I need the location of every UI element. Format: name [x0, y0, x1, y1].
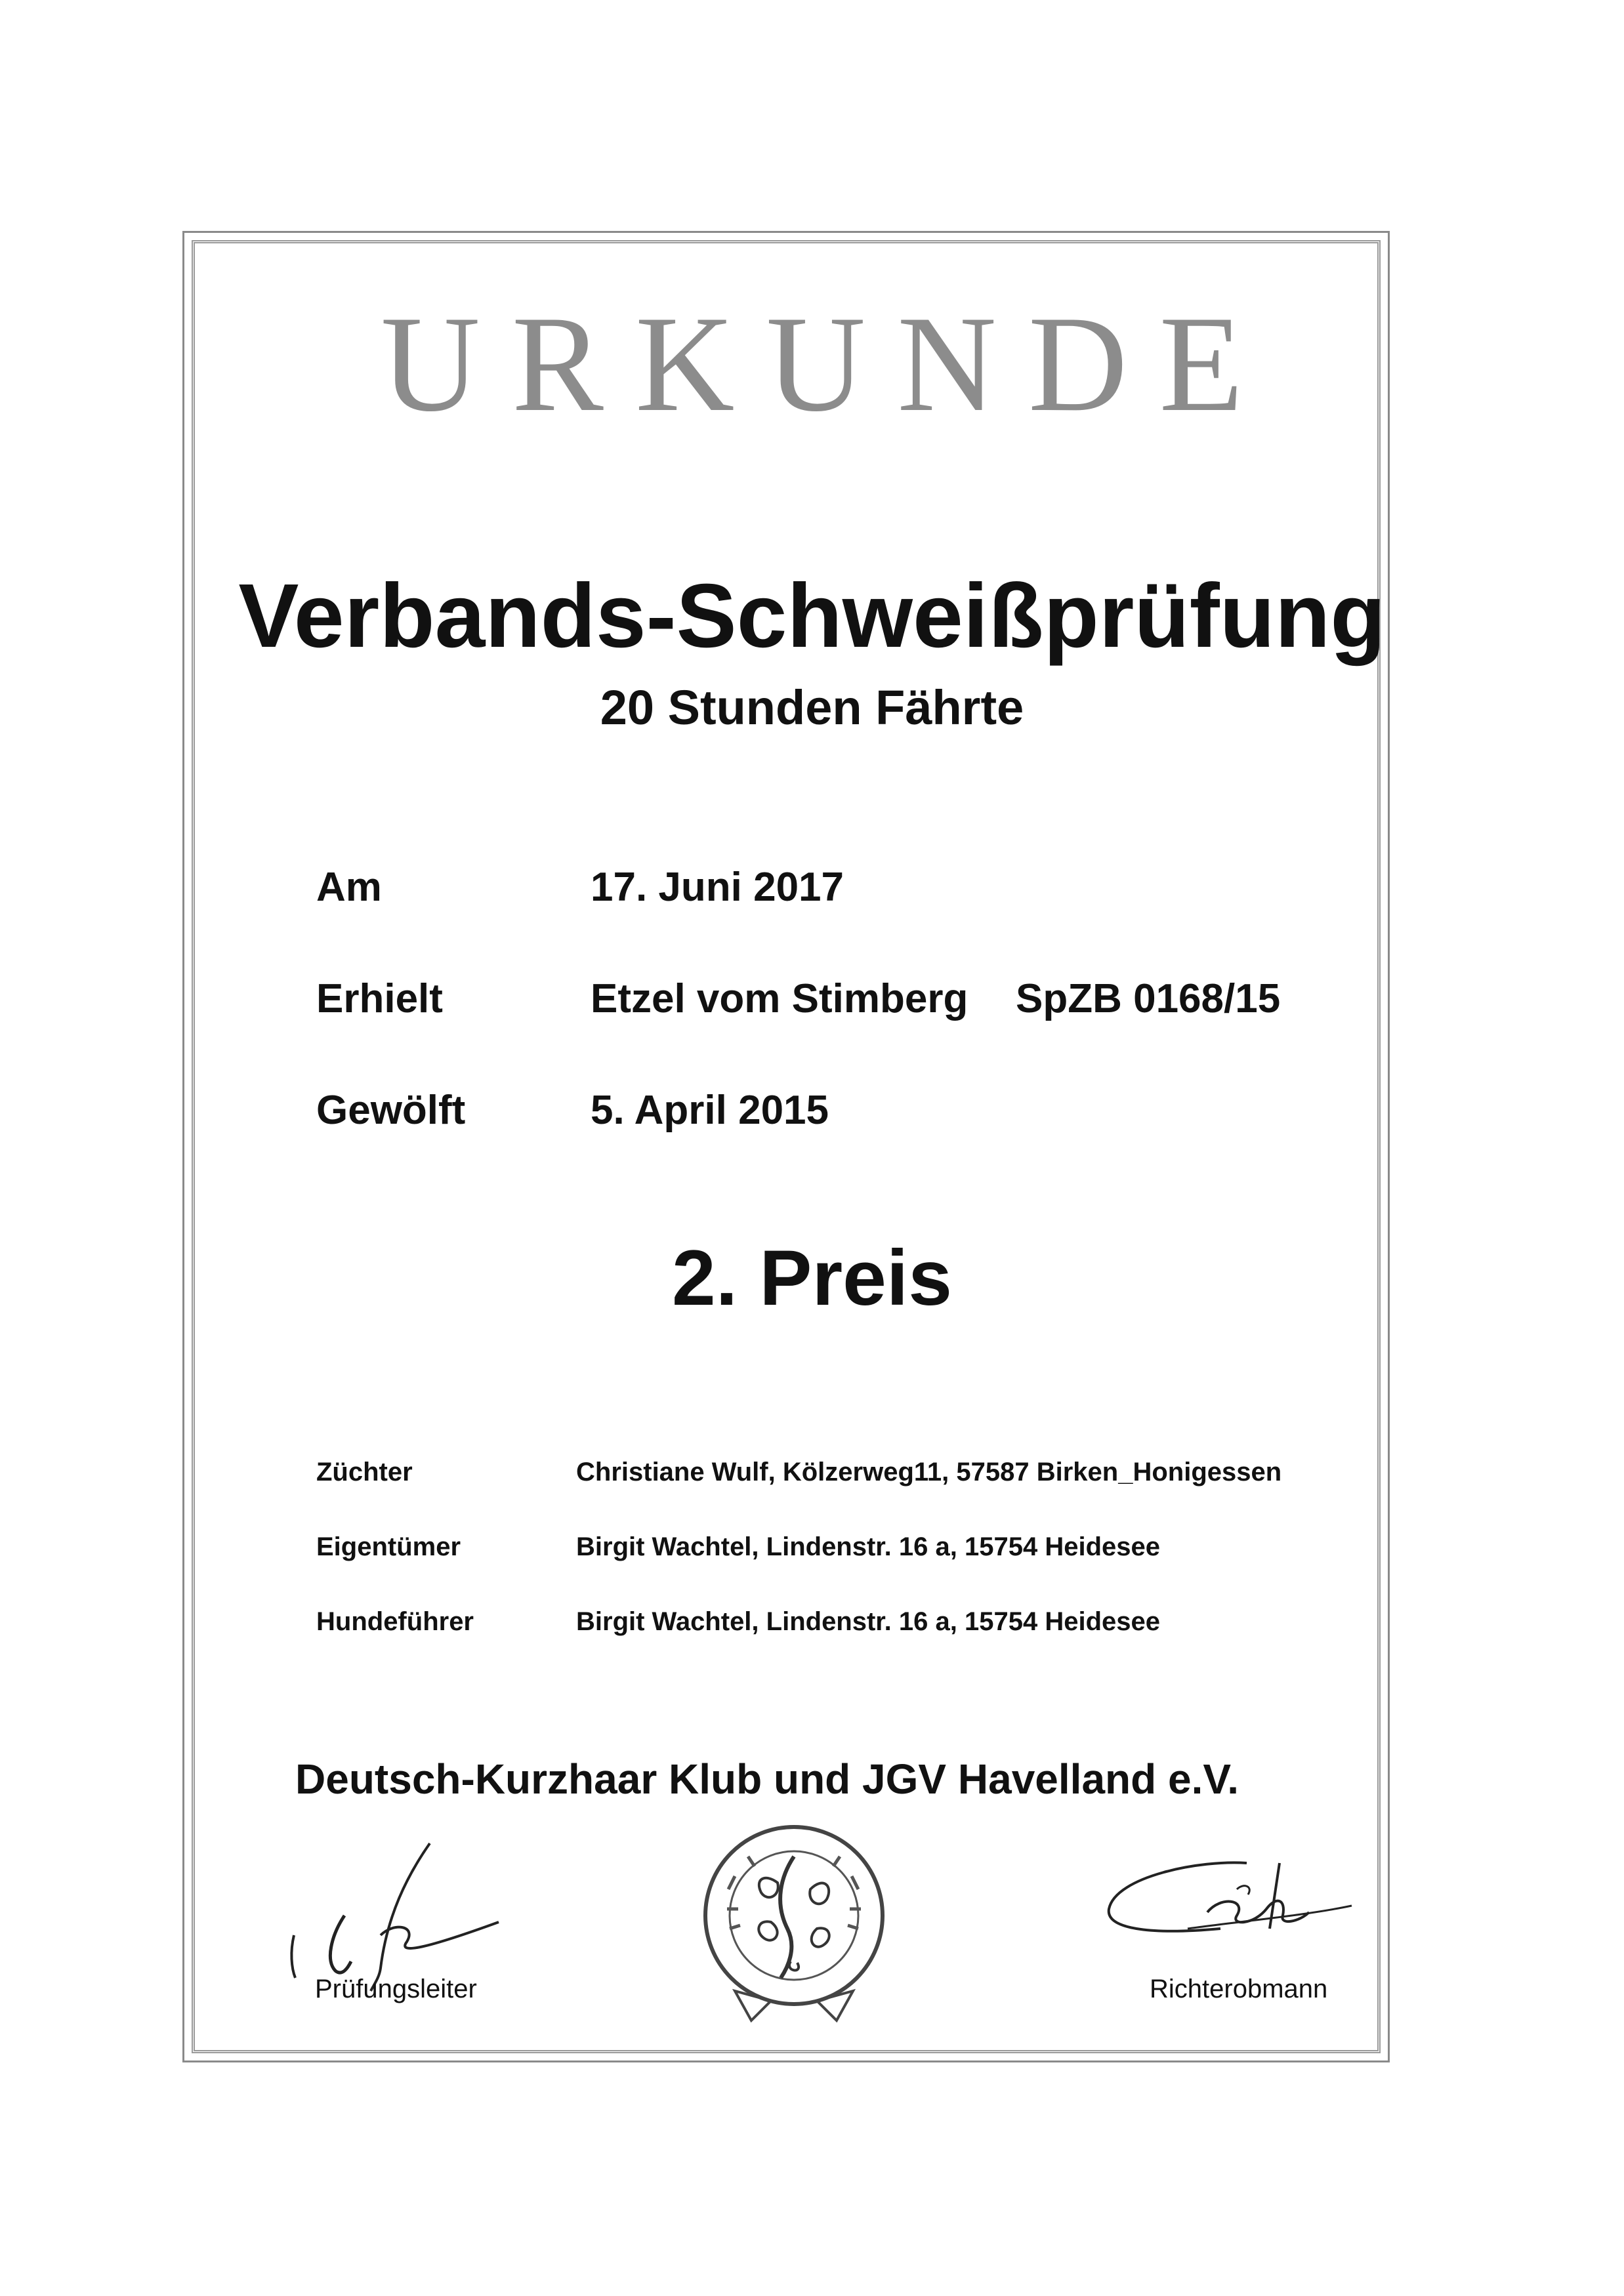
document-type-heading: URKUNDE [381, 288, 1275, 440]
born-label: Gewölft [316, 1088, 466, 1133]
handler-label: Hundeführer [316, 1607, 474, 1636]
certificate-title: Verbands-Schweißprüfung [238, 565, 1386, 666]
date-value: 17. Juni 2017 [591, 865, 844, 910]
certificate-subtitle: 20 Stunden Fährte [600, 680, 1024, 735]
received-label: Erhielt [316, 976, 443, 1021]
richterobmann-label: Richterobmann [1150, 1975, 1328, 2003]
date-label: Am [316, 865, 382, 910]
club-name: Deutsch-Kurzhaar Klub und JGV Havelland e.V. [295, 1755, 1239, 1803]
prize-result: 2. Preis [672, 1234, 952, 1322]
dog-name: Etzel vom Stimberg [591, 976, 968, 1021]
handler-value: Birgit Wachtel, Lindenstr. 16 a, 15754 Heidesee [576, 1607, 1160, 1636]
breeder-value: Christiane Wulf, Kölzerweg11, 57587 Birken_Honigessen [576, 1458, 1282, 1486]
club-seal [689, 1811, 899, 2027]
owner-value: Birgit Wachtel, Lindenstr. 16 a, 15754 Heidesee [576, 1532, 1160, 1561]
registration-number: SpZB 0168/15 [1016, 976, 1281, 1021]
breeder-label: Züchter [316, 1458, 413, 1486]
born-value: 5. April 2015 [591, 1088, 829, 1133]
signature-richterobmann [1089, 1850, 1365, 1968]
pruefungsleiter-label: Prüfungsleiter [315, 1975, 477, 2003]
owner-label: Eigentümer [316, 1532, 461, 1561]
